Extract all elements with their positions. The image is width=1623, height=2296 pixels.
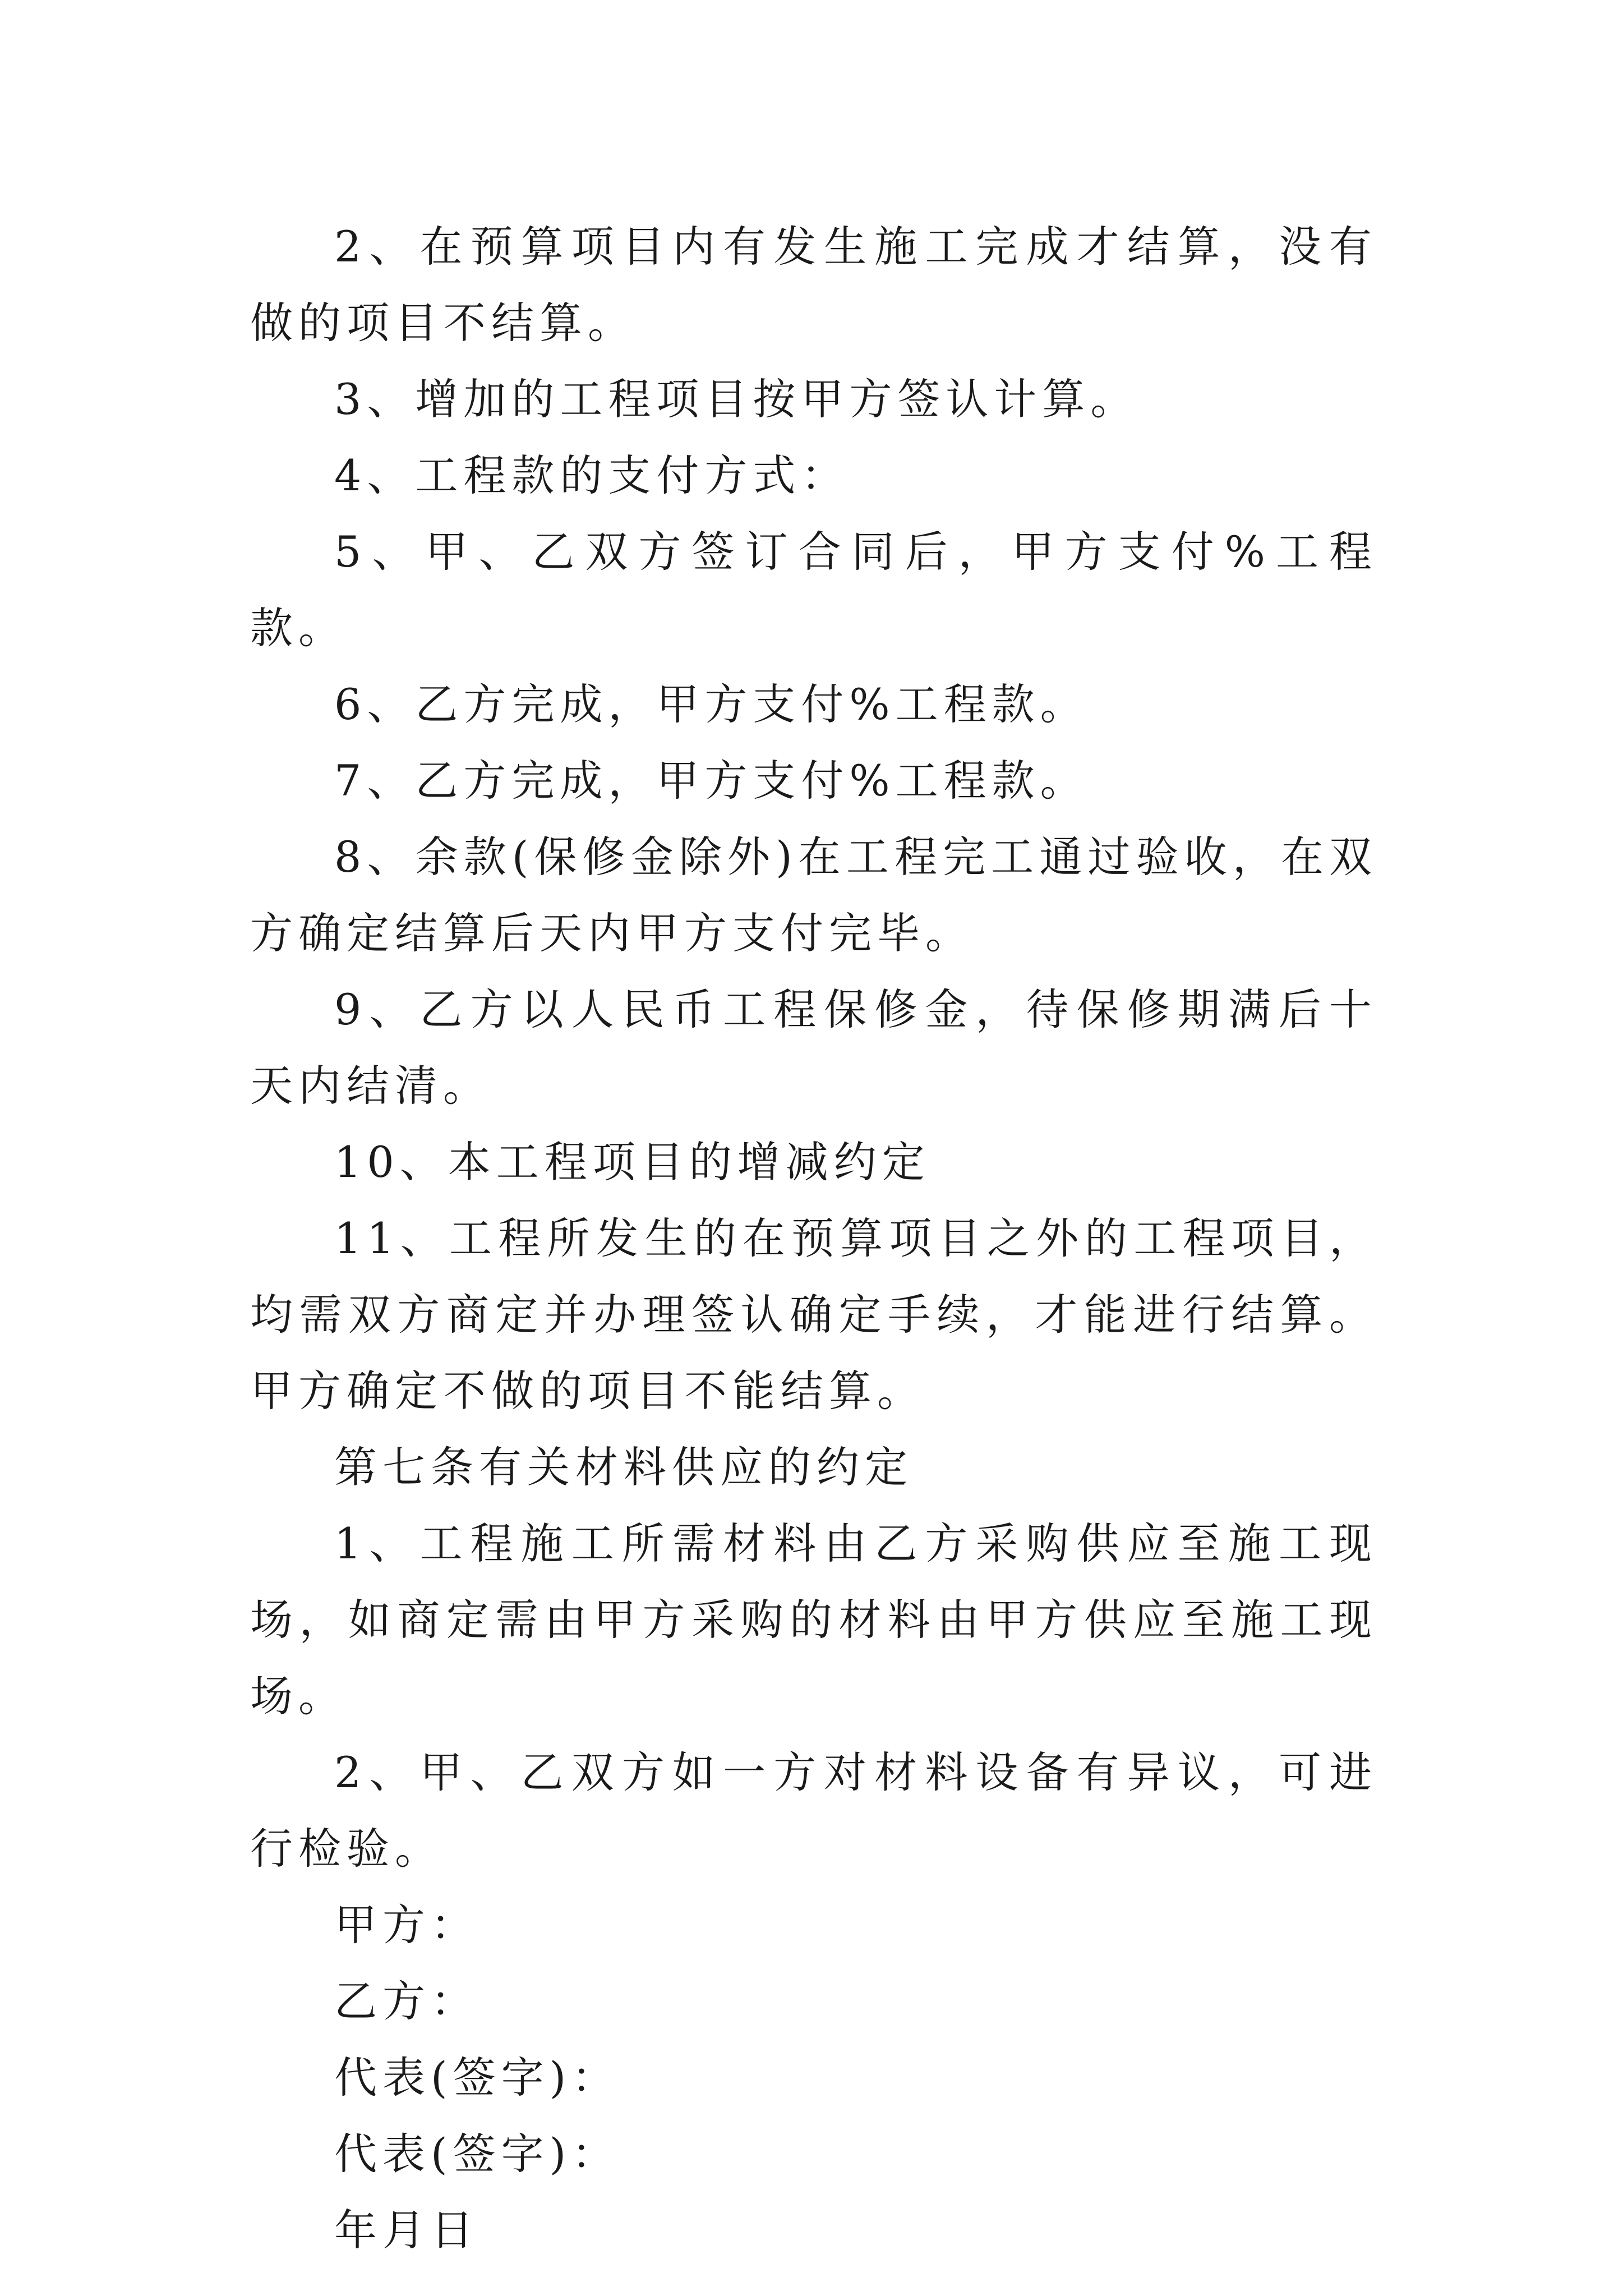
article-7-heading: 第七条有关材料供应的约定 — [334, 1442, 913, 1492]
clause-11-extra-items: 11、工程所发生的在预算项目之外的工程项目，均需双方商定并办理签认确定手续，才能进行结算。甲方确定不做的项目不能结算。 — [250, 1213, 1377, 1416]
clause-4-payment-method: 4、工程款的支付方式： — [334, 450, 850, 500]
party-a-representative-signature: 代表(签字)： — [334, 2053, 620, 2102]
clause-8-balance: 8、余款(保修金除外)在工程完工通过验收，在双方确定结算后天内甲方支付完毕。 — [250, 832, 1377, 958]
party-b-label: 乙方： — [334, 1976, 479, 2026]
clause-7-payment: 7、乙方完成，甲方支付%工程款。 — [334, 756, 1089, 806]
clause-5-contract-payment: 5、甲、乙双方签订合同后，甲方支付%工程款。 — [250, 527, 1377, 653]
clause-10-adjustments: 10、本工程项目的增减约定 — [334, 1137, 930, 1187]
party-b-representative-signature: 代表(签字)： — [334, 2129, 620, 2179]
clause-2-settlement: 2、在预算项目内有发生施工完成才结算，没有做的项目不结算。 — [250, 222, 1377, 348]
clause-9-warranty: 9、乙方以人民币工程保修金，待保修期满后十天内结清。 — [250, 984, 1377, 1111]
clause-6-payment: 6、乙方完成，甲方支付%工程款。 — [334, 679, 1089, 729]
document-body — [250, 209, 1377, 2269]
clause-3-added-items: 3、增加的工程项目按甲方签认计算。 — [334, 374, 1139, 424]
article-7-clause-1: 1、工程施工所需材料由乙方采购供应至施工现场，如商定需由甲方采购的材料由甲方供应至施工现场。 — [250, 1519, 1377, 1721]
party-a-label: 甲方： — [334, 1900, 479, 1950]
article-7-clause-2: 2、甲、乙双方如一方对材料设备有异议，可进行检验。 — [250, 1747, 1377, 1874]
date-line: 年月日 — [334, 2205, 479, 2255]
